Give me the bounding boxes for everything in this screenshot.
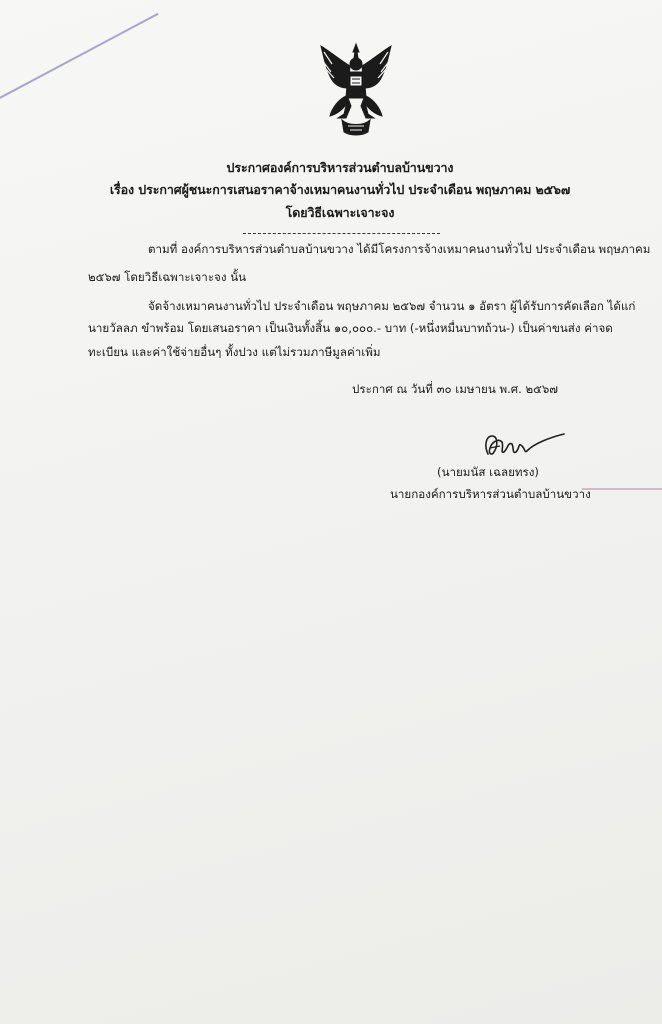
announcement-subject: เรื่อง ประกาศผู้ชนะการเสนอราคาจ้างเหมาคนงานทั่วไป ประจำเดือน พฤษภาคม ๒๕๖๗: [109, 182, 571, 197]
signer-title: นายกองค์การบริหารส่วนตำบลบ้านขวาง: [390, 487, 591, 501]
paragraph-2-line-1: จัดจ้างเหมาคนงานทั่วไป ประจำเดือน พฤษภาคม ๒๕๖๗ จำนวน ๑ อัตรา ผู้ได้รับการคัดเลือก ได้แก่: [148, 299, 636, 313]
paragraph-2-line-2: นายวัลลภ ขำพร้อม โดยเสนอราคา เป็นเงินทั้งสิ้น ๑๐,๐๐๐.- บาท (-หนึ่งหมื่นบาทถ้วน-) เป็นค่าขนส่ง ค่าจด: [88, 321, 613, 335]
paper-fold-line: [0, 13, 159, 104]
paragraph-1-line-2: ๒๕๖๗ โดยวิธีเฉพาะเจาะจง นั้น: [88, 270, 247, 284]
announcement-method: โดยวิธีเฉพาะเจาะจง: [285, 205, 395, 220]
signer-name: (นายมนัส เฉลยทรง): [437, 465, 539, 479]
paragraph-2-line-3: ทะเบียน และค่าใช้จ่ายอื่นๆ ทั้งปวง แต่ไม่รวมภาษีมูลค่าเพิ่ม: [88, 345, 381, 359]
garuda-emblem-icon: [318, 42, 394, 138]
handwritten-signature: [478, 424, 568, 464]
paper-fold-line-right: [582, 488, 662, 490]
announcement-date: ประกาศ ณ วันที่ ๓๐ เมษายน พ.ศ. ๒๕๖๗: [352, 382, 558, 396]
heading-divider: [243, 233, 440, 234]
paragraph-1-line-1: ตามที่ องค์การบริหารส่วนตำบลบ้านขวาง ได้มีโครงการจ้างเหมาคนงานทั่วไป ประจำเดือน พฤษภาคม: [148, 242, 651, 256]
announcement-title: ประกาศองค์การบริหารส่วนตำบลบ้านขวาง: [226, 160, 454, 175]
